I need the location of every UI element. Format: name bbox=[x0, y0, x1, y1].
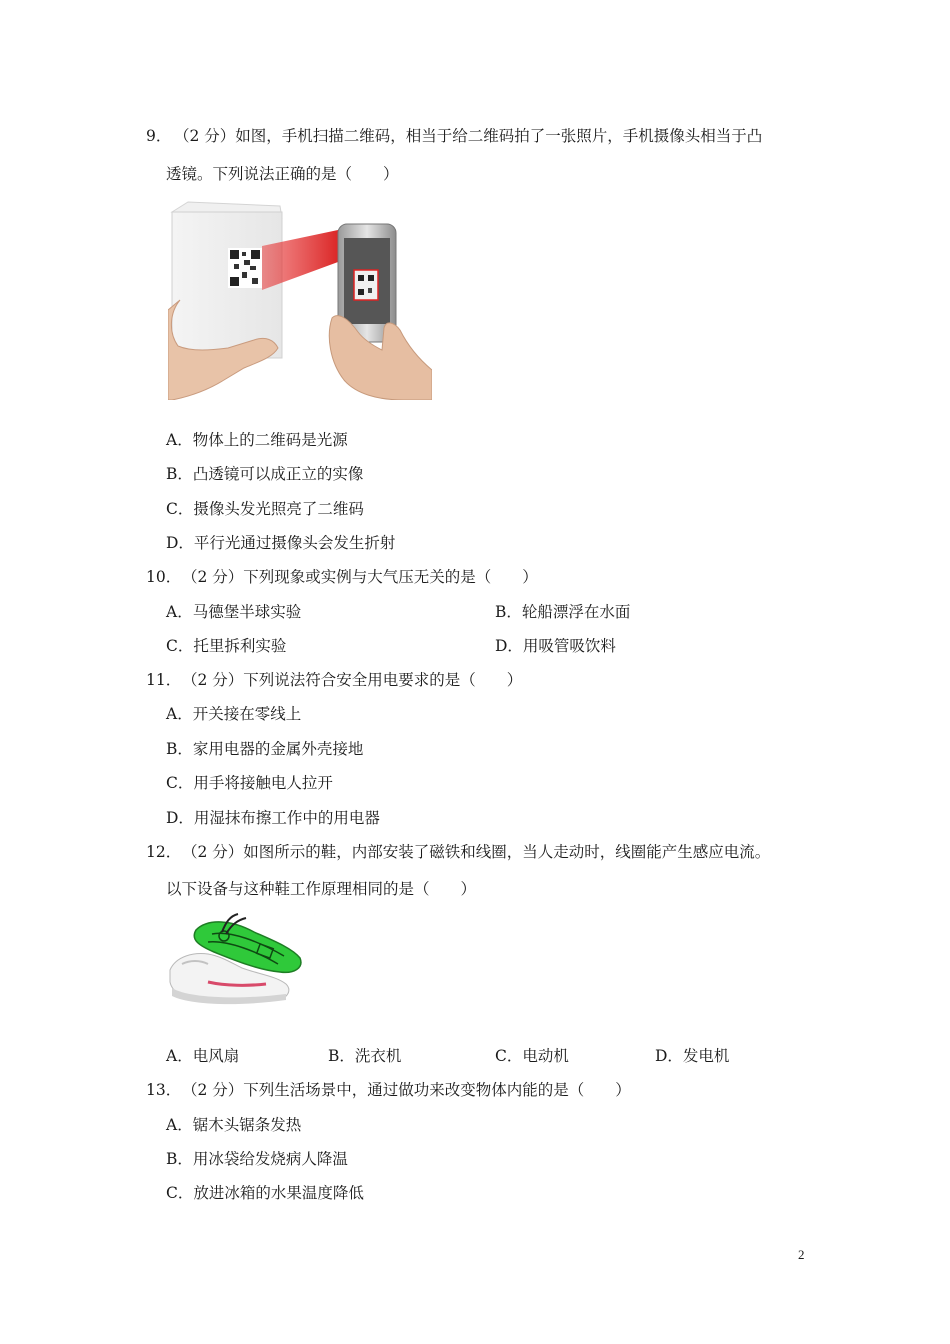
q10-option-a: A．马德堡半球实验 bbox=[166, 603, 302, 621]
q12-option-b: B．洗衣机 bbox=[328, 1047, 402, 1065]
q9-stem-line1: （2 分）如图，手机扫描二维码，相当于给二维码拍了一张照片，手机摄像头相当于凸 bbox=[174, 127, 763, 145]
q10-option-b: B．轮船漂浮在水面 bbox=[495, 603, 631, 621]
qr-scan-illustration bbox=[168, 200, 432, 400]
q9-option-c: C．摄像头发光照亮了二维码 bbox=[166, 500, 364, 518]
q9-stem-line2: 透镜。下列说法正确的是（ ） bbox=[166, 165, 399, 183]
q9-number: 9． bbox=[146, 127, 172, 145]
q12-option-a: A．电风扇 bbox=[166, 1047, 240, 1065]
q10-number: 10． bbox=[146, 568, 182, 586]
q10-option-c: C．托里拆利实验 bbox=[166, 637, 287, 655]
q13-option-a: A．锯木头锯条发热 bbox=[166, 1116, 302, 1134]
q11-option-d: D．用湿抹布擦工作中的用电器 bbox=[166, 809, 380, 827]
q13-option-b: B．用冰袋给发烧病人降温 bbox=[166, 1150, 348, 1168]
q10-stem: （2 分）下列现象或实例与大气压无关的是（ ） bbox=[182, 568, 538, 586]
q11-option-b: B．家用电器的金属外壳接地 bbox=[166, 740, 364, 758]
q11-option-c: C．用手将接触电人拉开 bbox=[166, 774, 333, 792]
q11-number: 11． bbox=[146, 671, 182, 689]
q11-stem: （2 分）下列说法符合安全用电要求的是（ ） bbox=[182, 671, 523, 689]
q13-option-c: C．放进冰箱的水果温度降低 bbox=[166, 1184, 364, 1202]
q10-option-d: D．用吸管吸饮料 bbox=[495, 637, 616, 655]
q13-number: 13． bbox=[146, 1081, 182, 1099]
q13-stem: （2 分）下列生活场景中，通过做功来改变物体内能的是（ ） bbox=[182, 1081, 631, 1099]
q12-stem-line1: （2 分）如图所示的鞋，内部安装了磁铁和线圈，当人走动时，线圈能产生感应电流。 bbox=[182, 843, 771, 861]
qr-code-icon bbox=[228, 248, 262, 288]
q12-stem-line2: 以下设备与这种鞋工作原理相同的是（ ） bbox=[166, 880, 477, 898]
q11-option-a: A．开关接在零线上 bbox=[166, 705, 302, 723]
q9-option-b: B．凸透镜可以成正立的实像 bbox=[166, 465, 364, 483]
q12-option-c: C．电动机 bbox=[495, 1047, 569, 1065]
q9-option-a: A．物体上的二维码是光源 bbox=[166, 431, 348, 449]
q12-number: 12． bbox=[146, 843, 182, 861]
q9-option-d: D．平行光通过摄像头会发生折射 bbox=[166, 534, 396, 552]
shoe-illustration bbox=[168, 912, 304, 1008]
page-number: 2 bbox=[798, 1247, 805, 1262]
q12-option-d: D．发电机 bbox=[655, 1047, 730, 1065]
